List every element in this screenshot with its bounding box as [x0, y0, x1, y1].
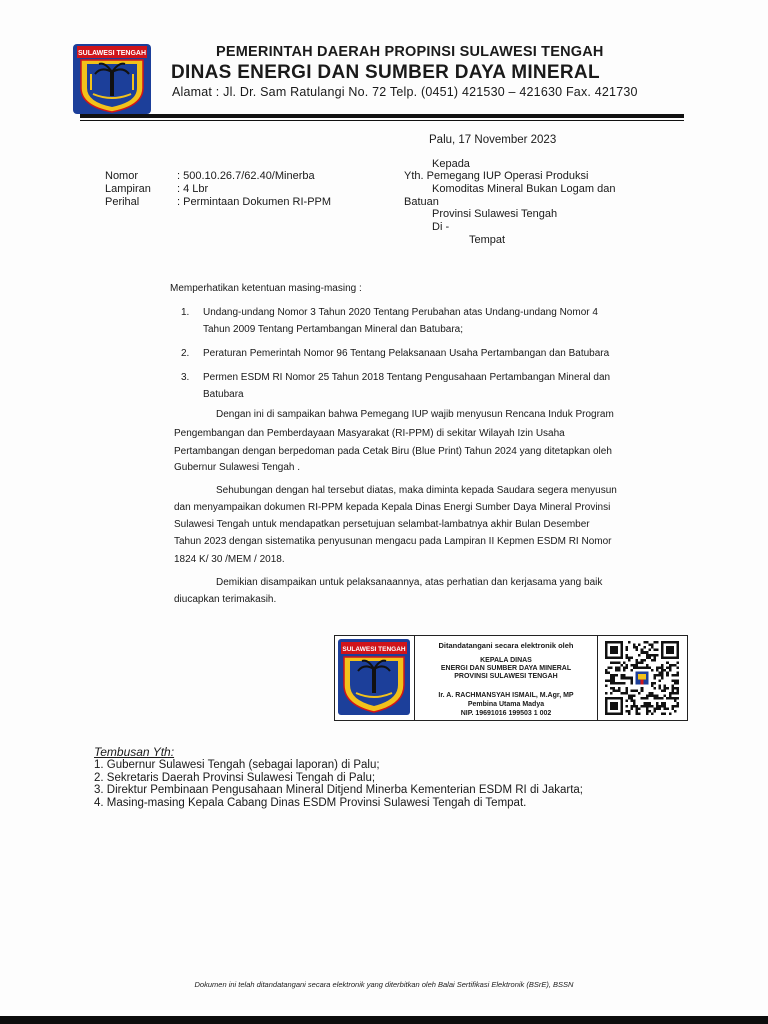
letter-date: Palu, 17 November 2023 [429, 134, 557, 146]
header-address: Alamat : Jl. Dr. Sam Ratulangi No. 72 Telp. (0451) 421530 – 421630 Fax. 421730 [172, 85, 638, 99]
paragraph-line: diucapkan terimakasih. [174, 594, 277, 605]
addressee-kepada: Kepada [432, 158, 470, 170]
paragraph-line: Tahun 2023 dengan sistematika penyusunan mengacu pada Lampiran II Kepmen ESDM RI Nomor [174, 536, 612, 547]
tembusan-title: Tembusan Yth: [94, 745, 175, 759]
header-rule-thin [80, 120, 684, 121]
tembusan-item: 3. Direktur Pembinaan Pengusahaan Mineral Ditjend Minerba Kementerian ESDM RI di Jakarta; [94, 784, 583, 796]
lampiran-value: : 4 Lbr [177, 183, 209, 195]
list-number: 1. [181, 307, 190, 318]
signature-divider [597, 636, 598, 720]
signer-title-line: KEPALA DINAS [480, 657, 532, 664]
list-number: 3. [181, 372, 190, 383]
tembusan-item: 1. Gubernur Sulawesi Tengah (sebagai laporan) di Palu; [94, 759, 380, 771]
signer-nip: NIP. 19691016 199503 1 002 [460, 710, 552, 717]
signer-rank: Pembina Utama Madya [467, 701, 545, 708]
paragraph-line: Demikian disampaikan untuk pelaksanaannya, atas perhatian dan kerjasama yang baik [216, 577, 603, 588]
list-item-line: Batubara [203, 389, 244, 400]
header-rule-thick [80, 114, 684, 118]
qr-code-icon [602, 641, 682, 715]
list-item-line: Tahun 2009 Tentang Pertambangan Mineral dan Batubara; [203, 324, 464, 335]
list-item-line: Permen ESDM RI Nomor 25 Tahun 2018 Tentang Pengusahaan Pertambangan Mineral dan [203, 372, 611, 383]
province-emblem-logo [338, 639, 410, 715]
svg-text:SULAWESI TENGAH: SULAWESI TENGAH [77, 50, 147, 57]
paragraph-line: dan menyampaikan dokumen RI-PPM kepada Kepala Dinas Energi Sumber Daya Mineral Provinsi [174, 502, 611, 513]
header-government-name: PEMERINTAH DAERAH PROPINSI SULAWESI TENGAH [216, 44, 604, 60]
province-emblem-logo [73, 44, 151, 114]
scan-bottom-edge [0, 1016, 768, 1024]
svg-text:SULAWESI TENGAH: SULAWESI TENGAH [342, 646, 406, 653]
addressee-yth: Yth. Pemegang IUP Operasi Produksi [404, 170, 589, 182]
paragraph-line: Sehubungan dengan hal tersebut diatas, maka diminta kepada Saudara segera menyusun [216, 485, 617, 496]
paragraph-line: Sulawesi Tengah untuk mendapatkan persetujuan selambat-lambatnya akhir Bulan Desember [174, 519, 590, 530]
header-agency-name: DINAS ENERGI DAN SUMBER DAYA MINERAL [171, 62, 600, 83]
addressee-tempat: Tempat [469, 234, 506, 246]
tembusan-item: 2. Sekretaris Daerah Provinsi Sulawesi Tengah di Palu; [94, 772, 376, 784]
list-number: 2. [181, 348, 190, 359]
lampiran-label: Lampiran [105, 183, 151, 195]
perihal-label: Perihal [105, 196, 140, 208]
paragraph-line: Pertambangan dengan berpedoman pada Cetak Biru (Blue Print) Tahun 2024 yang ditetapkan oleh [174, 446, 612, 457]
paragraph-line: Gubernur Sulawesi Tengah . [174, 462, 301, 473]
tembusan-item: 4. Masing-masing Kepala Cabang Dinas ESDM Provinsi Sulawesi Tengah di Tempat. [94, 797, 527, 809]
perihal-value: : Permintaan Dokumen RI-PPM [177, 196, 332, 208]
paragraph-line: 1824 K/ 30 /MEM / 2018. [174, 554, 285, 565]
body-intro: Memperhatikan ketentuan masing-masing : [170, 283, 362, 294]
addressee-line3: Batuan [404, 196, 439, 208]
addressee-di: Di - [432, 221, 450, 233]
addressee-line2: Komoditas Mineral Bukan Logam dan [432, 183, 616, 195]
paragraph-line: Pengembangan dan Pemberdayaan Masyarakat (RI-PPM) di sekitar Wilayah Izin Usaha [174, 428, 565, 439]
signer-name: Ir. A. RACHMANSYAH ISMAIL, M.Agr, MP [438, 692, 574, 699]
paragraph-line: Dengan ini di sampaikan bahwa Pemegang IUP wajib menyusun Rencana Induk Program [216, 409, 614, 420]
nomor-value: : 500.10.26.7/62.40/Minerba [177, 170, 315, 182]
addressee-line4: Provinsi Sulawesi Tengah [432, 208, 558, 220]
signer-title-line: PROVINSI SULAWESI TENGAH [454, 673, 558, 680]
signed-by-label: Ditandatangani secara elektronik oleh [438, 641, 574, 650]
electronic-signature-box [334, 635, 688, 721]
list-item-line: Undang-undang Nomor 3 Tahun 2020 Tentang Perubahan atas Undang-undang Nomor 4 [203, 307, 598, 318]
list-item-line: Peraturan Pemerintah Nomor 96 Tentang Pelaksanaan Usaha Pertambangan dan Batubara [203, 348, 610, 359]
signer-title-line: ENERGI DAN SUMBER DAYA MINERAL [440, 665, 572, 672]
footer-bsre-note: Dokumen ini telah ditandatangani secara elektronik yang diterbitkan oleh Balai Sertifikasi Elektronik (BSrE), BSSN [194, 980, 574, 989]
nomor-label: Nomor [105, 170, 139, 182]
